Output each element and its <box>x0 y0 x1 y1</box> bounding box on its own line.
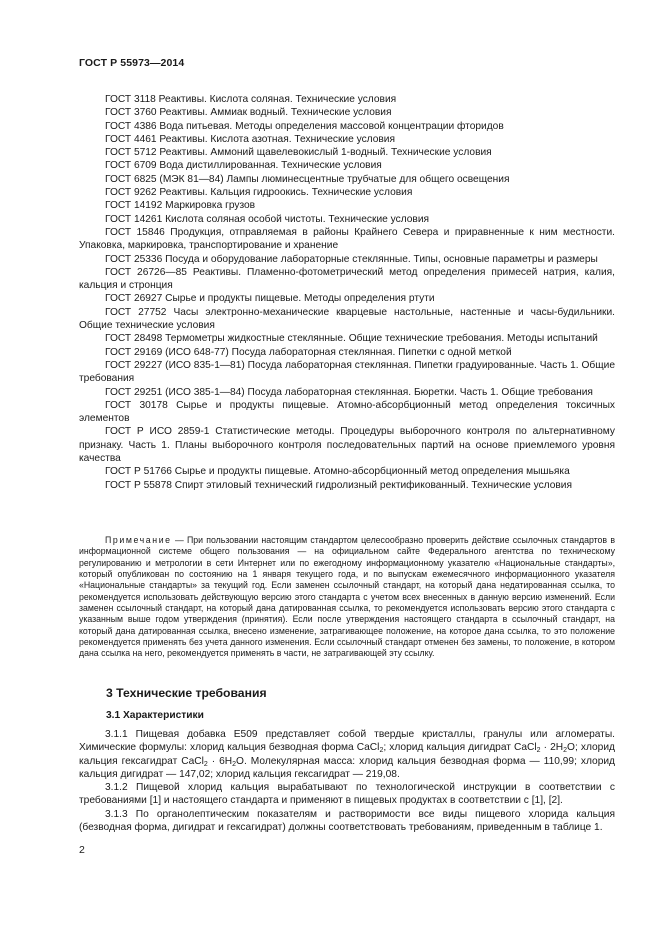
note-label: Примечание <box>105 535 172 545</box>
p1-text-b: ; хлорид кальция дигидрат CaCl <box>383 742 537 754</box>
reference-item: ГОСТ 28498 Термометры жидкостные стеклянные. Общие технические требования. Методы испытаний <box>105 333 598 345</box>
p1-text-f: O. Молекулярная масса: хлорид кальция безводная форма — 110,99; хлорид кальция дигидрат — 147,02; хлорид кальция гексагидрат — 219,08. <box>79 755 615 780</box>
reference-item: ГОСТ 15846 Продукция, отправляемая в районы Крайнего Севера и приравненные к ним местности. Упаковка, маркировка, транспортирование и хранение <box>79 226 615 252</box>
formula-subscript: 2 <box>536 747 541 755</box>
reference-item: ГОСТ 4461 Реактивы. Кислота азотная. Технические условия <box>105 133 396 145</box>
reference-item: ГОСТ 26927 Сырье и продукты пищевые. Методы определения ртути <box>105 293 435 305</box>
paragraph-3-1-1 <box>79 728 615 781</box>
p1-text-e: · 6H <box>207 755 233 767</box>
formula-subscript: 2 <box>232 760 237 768</box>
formula-subscript: 2 <box>563 747 568 755</box>
reference-item: ГОСТ 29251 (ИСО 385-1—84) Посуда лабораторная стеклянная. Бюретки. Часть 1. Общие требования <box>105 386 593 398</box>
reference-item: ГОСТ Р ИСО 2859-1 Статистические методы. Процедуры выборочного контроля по альтернативному признаку. Часть 1. Планы выборочного контроля последовательных партий на основе приемлемого уровня качества <box>79 426 615 465</box>
reference-item: ГОСТ 3118 Реактивы. Кислота соляная. Технические условия <box>105 94 397 105</box>
normative-references-list <box>79 93 615 492</box>
paragraph-3-1-3: 3.1.3 По органолептическим показателям и растворимости все виды пищевого хлорида кальция (безводная форма, дигидрат и гексагидрат) должны соответствовать требованиям, приведенным в таблице 1. <box>79 808 615 834</box>
p1-text-d: O; хлорид кальция гексагидрат CaCl <box>79 742 615 767</box>
subsection-title: 3.1 Характеристики <box>106 710 204 721</box>
paragraph-3-1-2: 3.1.2 Пищевой хлорид кальция вырабатывают по технологической инструкции в соответствии с требованиями [1] и настоящего стандарта и применяют в пищевых продуктах в соответствии с [1], [2]. <box>79 782 615 807</box>
reference-item: ГОСТ 3760 Реактивы. Аммиак водный. Технические условия <box>105 107 392 119</box>
formula-subscript: 2 <box>379 747 384 755</box>
formula-subscript: 2 <box>203 760 208 768</box>
reference-item: ГОСТ Р 51766 Сырье и продукты пищевые. Атомно-абсорбционный метод определения мышьяка <box>105 466 570 478</box>
reference-item: ГОСТ 30178 Сырье и продукты пищевые. Атомно-абсорбционный метод определения токсичных элементов <box>79 399 615 425</box>
reference-item: ГОСТ 9262 Реактивы. Кальция гидроокись. Технические условия <box>105 187 413 199</box>
section-title: 3 Технические требования <box>106 686 267 700</box>
page-number: 2 <box>79 844 85 856</box>
reference-item: ГОСТ Р 55878 Спирт этиловый технический гидролизный ректификованный. Технические условия <box>105 479 573 491</box>
reference-item: ГОСТ 27752 Часы электронно-механические кварцевые настольные, настенные и часы-будильники. Общие технические условия <box>79 306 615 332</box>
reference-item: ГОСТ 26726—85 Реактивы. Пламенно-фотометрический метод определения примесей натрия, калия, кальция и стронция <box>79 266 615 292</box>
reference-item: ГОСТ 6709 Вода дистиллированная. Технические условия <box>105 160 382 172</box>
reference-item: ГОСТ 14192 Маркировка грузов <box>105 200 256 212</box>
p1-text-c: · 2H <box>540 742 564 754</box>
p1-text-a: 3.1.1 Пищевая добавка Е509 представляет собой твердые кристаллы, гранулы или агломераты. Химические формулы: хлорид кальция безводная форма CaCl <box>79 729 615 754</box>
section-body <box>79 728 615 834</box>
reference-item: ГОСТ 29227 (ИСО 835-1—81) Посуда лабораторная стеклянная. Пипетки градуированные. Часть 1. Общие требования <box>79 359 615 385</box>
reference-item: ГОСТ 14261 Кислота соляная особой чистоты. Технические условия <box>105 213 430 225</box>
reference-item: ГОСТ 4386 Вода питьевая. Методы определения массовой концентрации фторидов <box>105 120 504 132</box>
references-note <box>79 535 615 660</box>
reference-item: ГОСТ 6825 (МЭК 81—84) Лампы люминесцентные трубчатые для общего освещения <box>105 173 510 185</box>
note-text: — При пользовании настоящим стандартом целесообразно проверить действие ссылочных стандартов в информационной системе общего пользования — на официальном сайте Федерального агентства по техническому регулированию и метрологии в сети Интернет или по ежегодному информационному указателю «Национальные стандарты», который опубликован по состоянию на 1 января текущего года, и по выпускам ежемесячного информационного указателя «Национальные стандарты» за текущий год. Если заменен ссылочный стандарт, на который дана недатированная ссылка, то рекомендуется использовать действующую версию этого стандарта с учетом всех внесенных в данную версию изменений. Если заменен ссылочный стандарт, на который дана датированная ссылка, то рекомендуется использовать версию этого стандарта с указанным выше годом утверждения (принятия). Если после утверждения настоящего стандарта в ссылочный стандарт, на который дана датированная ссылка, внесено изменение, затрагивающее положение, на которое дана ссылка, то это положение рекомендуется применять без учета данного изменения. Если ссылочный стандарт отменен без замены, то положение, в котором дана ссылка на него, рекомендуется применять в части, не затрагивающей эту ссылку. <box>79 535 615 659</box>
reference-item: ГОСТ 5712 Реактивы. Аммоний щавелевокислый 1-водный. Технические условия <box>105 147 492 159</box>
reference-item: ГОСТ 25336 Посуда и оборудование лабораторные стеклянные. Типы, основные параметры и размеры <box>105 253 598 265</box>
document-header: ГОСТ Р 55973—2014 <box>79 57 185 69</box>
reference-item: ГОСТ 29169 (ИСО 648-77) Посуда лабораторная стеклянная. Пипетки с одной меткой <box>105 346 512 358</box>
